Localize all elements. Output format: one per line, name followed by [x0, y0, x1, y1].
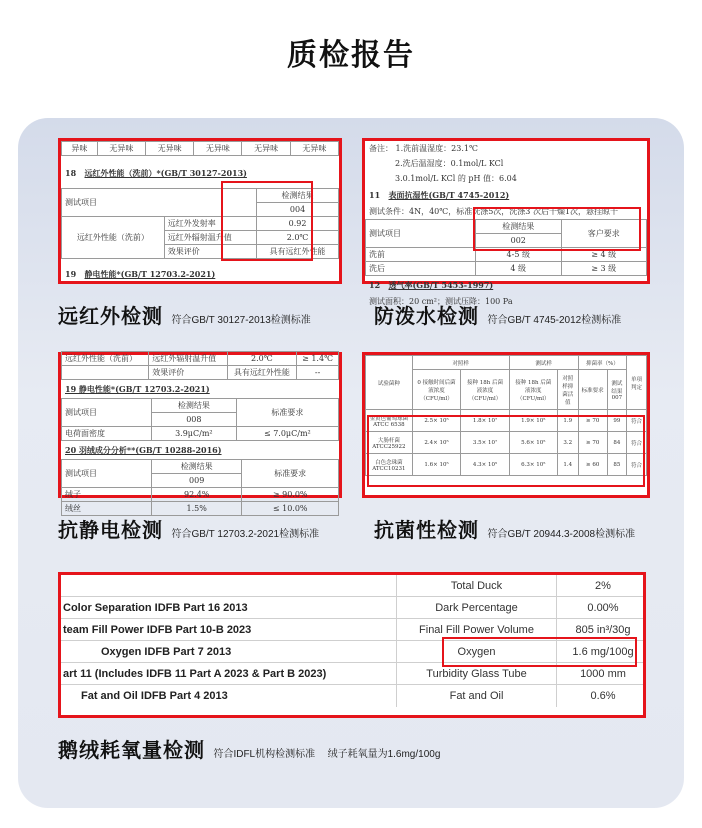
cell: 84 — [607, 432, 626, 454]
cell: 99 — [607, 410, 626, 432]
cell: 4.3× 10⁵ — [461, 454, 509, 476]
label-cell: Oxygen — [396, 641, 556, 663]
row-value: 具有远红外性能 — [257, 245, 339, 259]
note-line: 2.洗后温湿度：0.1mol/L KCl — [395, 159, 504, 168]
antibacterial-caption — [374, 514, 635, 543]
strain-cell: 白色念珠菌 ATCC10231 — [366, 454, 413, 476]
table-row — [61, 685, 643, 707]
row-label: 洗前 — [366, 248, 476, 262]
section-title: 远红外性能（洗前）*(GB/T 30127-2013) — [84, 168, 247, 178]
highlight-box — [221, 181, 313, 261]
verdict-header: 单项判定 — [627, 356, 647, 410]
label-cell: Total Duck — [396, 575, 556, 597]
row-value: 4-5 级 — [476, 248, 562, 262]
water-repellent-caption — [374, 300, 621, 329]
test-cell: Fat and Oil IDFB Part 4 2013 — [81, 690, 228, 702]
caption-standard: 符合GB/T 4745-2012检测标准 — [487, 315, 622, 326]
row-label: 远红外发射率 — [164, 217, 256, 231]
row-label: 绒丝 — [62, 502, 152, 516]
cell: ≥ 70 — [578, 410, 607, 432]
section-number: 18 — [65, 168, 77, 178]
row-value: 92.4% — [152, 488, 242, 502]
label-cell: Fat and Oil — [396, 685, 556, 707]
requirement-header: 标准要求 — [242, 460, 339, 488]
cell: 1.9× 10⁵ — [509, 410, 557, 432]
cell: 85 — [607, 454, 626, 476]
caption-standard: 符合GB/T 12703.2-2021检测标准 — [171, 529, 320, 540]
caption-title: 鹅绒耗氧量检测 — [58, 740, 205, 762]
table-row — [61, 597, 643, 619]
cell: 无异味 — [242, 142, 290, 156]
water-repellent-report — [362, 138, 650, 306]
cell: ≥ 70 — [578, 432, 607, 454]
note-line: 3.0.1mol/L KCl 的 pH 值：6.04 — [395, 174, 517, 183]
col-header: 对照样抑菌活值 — [557, 370, 578, 410]
result-header: 检测结果 — [152, 399, 237, 413]
row-value: 0.92 — [257, 217, 339, 231]
cell: 5.6× 10⁵ — [509, 432, 557, 454]
value-cell: 805 in³/30g — [556, 619, 649, 641]
section-number: 11 — [369, 190, 381, 200]
highlight-box — [367, 415, 645, 487]
far-infrared-report — [58, 138, 342, 284]
highlight-box — [442, 637, 637, 667]
section-number: 12 — [369, 280, 381, 290]
cell: 3.2 — [557, 432, 578, 454]
cell: 1.8× 10⁷ — [461, 410, 509, 432]
row-value: 3.9μC/m² — [152, 427, 237, 441]
value-cell: 1000 mm — [556, 663, 649, 685]
col-header: 接种 18h 后菌液浓度（CFU/ml） — [461, 370, 509, 410]
value-cell: 0.00% — [556, 597, 649, 619]
row-value: 4 级 — [476, 262, 562, 276]
caption-standard: 符合GB/T 20944.3-2008检测标准 — [487, 529, 636, 540]
area-line: 测试面积：20 cm²；测试压降：100 Pa — [369, 297, 513, 306]
antistatic-caption — [58, 514, 319, 543]
row-requirement: ≤ 10.0% — [242, 502, 339, 516]
section-title: 透气率(GB/T 5453-1997) — [388, 280, 494, 290]
method-line: 测试条件：4N，40℃，标准洗涤5次，洗涤3 次后干燥1次，悬挂晾干 — [369, 207, 619, 216]
row-group-label: 远红外性能（洗前） — [62, 217, 165, 259]
col-header: 接种 18h 后菌液浓度（CFU/ml） — [509, 370, 557, 410]
row-value: 2.0℃ — [257, 231, 339, 245]
highlight-box — [473, 207, 641, 251]
row-requirement: ≥ 3 级 — [561, 262, 647, 276]
col-header: 测试结果 — [611, 380, 623, 395]
section-title: 20 羽绒成分分析**(GB/T 10288-2016) — [65, 445, 222, 455]
row-label: 洗后 — [366, 262, 476, 276]
section-title: 静电性能*(GB/T 12703.2-2021) — [84, 269, 216, 279]
test-cell: Color Separation IDFB Part 16 2013 — [63, 602, 248, 614]
test-item-header: 测试项目 — [366, 220, 476, 248]
cell: 远红外性能（洗前） — [62, 352, 149, 366]
value-cell: 0.6% — [556, 685, 649, 707]
cell: 符合 — [627, 454, 647, 476]
section-title: 19 静电性能*(GB/T 12703.2-2021) — [65, 384, 210, 394]
sample-number: 002 — [476, 234, 562, 248]
caption-standard: 符合GB/T 30127-2013检测标准 — [171, 315, 311, 326]
label-cell: Turbidity Glass Tube — [396, 663, 556, 685]
test-cell — [61, 575, 396, 597]
row-requirement: ≥ 90.0% — [242, 488, 339, 502]
table-row — [61, 575, 643, 597]
test-item-header: 测试项目 — [62, 399, 152, 427]
section-number: 19 — [65, 269, 77, 279]
cell: 1.6× 10⁵ — [412, 454, 461, 476]
cell: ≥ 1.4℃ — [297, 352, 339, 366]
row-label: 效果评价 — [164, 245, 256, 259]
test-header: 测试样 — [509, 356, 578, 370]
row-label: 远红外辐射温升值 — [164, 231, 256, 245]
cell: 2.5× 10⁵ — [412, 410, 461, 432]
cell: 具有远红外性能 — [227, 366, 297, 380]
sample-number: 009 — [152, 474, 242, 488]
row-requirement: ≤ 7.0μC/m² — [236, 427, 338, 441]
cell: 符合 — [627, 410, 647, 432]
cell: 异味 — [62, 142, 98, 156]
cell: 3.5× 10⁷ — [461, 432, 509, 454]
cell: ≥ 60 — [578, 454, 607, 476]
sample-number: 007 — [611, 394, 623, 401]
requirement-header: 标准要求 — [236, 399, 338, 427]
caption-title: 防泼水检测 — [374, 306, 479, 328]
cell: 无异味 — [146, 142, 194, 156]
cell: 1.9 — [557, 410, 578, 432]
value-cell: 2% — [556, 575, 649, 597]
label-cell: Dark Percentage — [396, 597, 556, 619]
control-header: 对照样 — [412, 356, 509, 370]
caption-title: 抗菌性检测 — [374, 520, 479, 542]
test-cell: art 11 (Includes IDFB 11 Part A 2023 & Part B 2023) — [63, 668, 327, 680]
caption-extra: 绒子耗氧量为1.6mg/100g — [327, 749, 441, 760]
col-header: 0 接触时间后菌液浓度（CFU/ml） — [412, 370, 461, 410]
strain-cell: 金黄色葡萄球菌 ATCC 6538 — [366, 410, 413, 432]
cell: 2.4× 10⁵ — [412, 432, 461, 454]
result-header: 检测结果 — [257, 189, 339, 203]
caption-title: 抗静电检测 — [58, 520, 163, 542]
rate-header: 抑菌率（%） — [578, 356, 626, 370]
sample-number: 004 — [257, 203, 339, 217]
result-header: 检测结果 — [476, 220, 562, 234]
strain-cell: 大肠杆菌 ATCC25922 — [366, 432, 413, 454]
result-header: 检测结果 — [152, 460, 242, 474]
test-cell: team Fill Power IDFB Part 10-B 2023 — [63, 624, 252, 636]
sample-number: 008 — [152, 413, 237, 427]
cell: 无异味 — [290, 142, 338, 156]
cell: 无异味 — [194, 142, 242, 156]
row-label: 电荷面密度 — [62, 427, 152, 441]
value-cell: 1.6 mg/100g — [556, 641, 649, 663]
cell: 1.4 — [557, 454, 578, 476]
row-label: 绒子 — [62, 488, 152, 502]
cell: 6.3× 10⁵ — [509, 454, 557, 476]
caption-standard: 符合IDFL机构检测标准 — [213, 749, 316, 760]
cell: 远红外辐射温升值 — [149, 352, 227, 366]
cell: -- — [297, 366, 339, 380]
antistatic-report — [58, 352, 342, 513]
test-item-header: 测试项目 — [62, 460, 152, 488]
test-item-header: 测试项目 — [62, 189, 257, 217]
section-title: 表面抗湿性(GB/T 4745-2012) — [388, 190, 510, 200]
page-title: 质检报告 — [287, 39, 415, 72]
test-cell: Oxygen IDFB Part 7 2013 — [101, 646, 232, 658]
note-line: 备注： 1.洗前温湿度：23.1℃ — [369, 144, 478, 153]
requirement-header: 客户要求 — [561, 220, 647, 248]
col-header: 标准要求 — [578, 370, 607, 410]
oxygen-report-table — [58, 572, 646, 718]
cell: 效果评价 — [149, 366, 227, 380]
caption-title: 远红外检测 — [58, 306, 163, 328]
row-requirement: ≥ 4 级 — [561, 248, 647, 262]
label-cell: Final Fill Power Volume — [396, 619, 556, 641]
oxygen-caption — [58, 734, 440, 763]
far-infrared-caption — [58, 300, 311, 329]
cell: 符合 — [627, 432, 647, 454]
strain-header: 试验菌种 — [366, 356, 413, 410]
row-value: 1.5% — [152, 502, 242, 516]
antibacterial-report — [362, 352, 650, 498]
cell: 无异味 — [97, 142, 145, 156]
cell: 2.0℃ — [227, 352, 297, 366]
